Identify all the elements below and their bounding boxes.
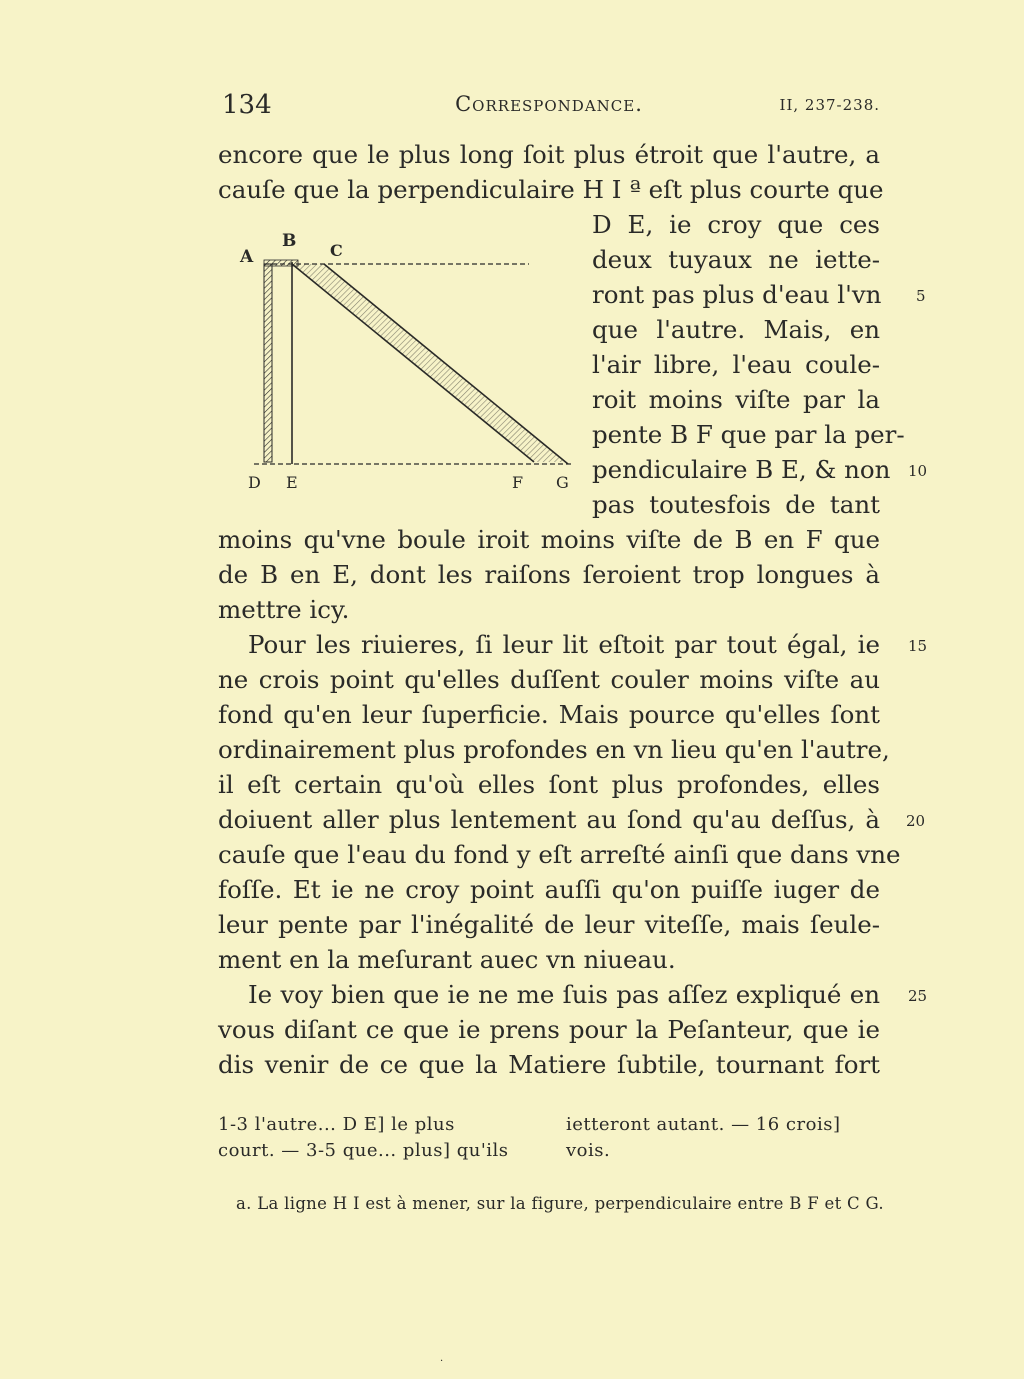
label-e: E [286,473,298,492]
text-line: vous diſant ce que ie prens pour la Peſanteur, que ie [218,1015,880,1044]
line-number: 10 [908,462,928,480]
running-header [218,90,880,126]
text-line: pente B F que par la per- [592,420,905,449]
text-line: ront pas plus d'eau l'vn [592,280,882,309]
line-number: 25 [908,987,928,1005]
label-d: D [248,473,261,492]
variant-note: court. — 3-5 que... plus] qu'ils [218,1140,509,1161]
text-line: D E, ie croy que ces [592,210,880,239]
variant-note: vois. [566,1140,611,1161]
variant-note: ietteront autant. — 16 crois] [566,1114,841,1135]
text-line: deux tuyaux ne iette- [592,245,880,274]
text-line: Ie voy bien que ie ne me ſuis pas aſſez expliqué en [248,980,880,1009]
slope-line-bf [292,264,534,462]
text-line: de B en E, dont les raiſons ſeroient trop longues à [218,560,880,589]
pipe-diagram [234,222,584,494]
label-c: C [330,241,343,260]
text-line: doiuent aller plus lentement au ſond qu'au deſſus, à [218,805,880,834]
line-number: 15 [908,637,928,655]
slope-line-cg [324,264,568,464]
text-line: fond qu'en leur ſuperficie. Mais pource qu'elles ſont [218,700,880,729]
text-line: il eſt certain qu'où elles ſont plus profondes, elles [218,770,880,799]
text-line: Pour les riuieres, ſi leur lit eſtoit par tout égal, ie [248,630,880,659]
text-line: ordinairement plus profondes en vn lieu qu'en l'autre, [218,735,890,764]
slanted-pipe [292,264,566,462]
text-line: leur pente par l'inégalité de leur viteſſe, mais ſeule- [218,910,880,939]
text-line: moins qu'vne boule iroit moins viſte de B en F que [218,525,880,554]
footnote: a. La ligne H I est à mener, sur la figure, perpendiculaire entre B F et C G. [236,1194,884,1213]
text-line: encore que le plus long ſoit plus étroit que l'autre, a [218,140,880,169]
line-number: 20 [906,812,926,830]
stray-mark: · [440,1356,444,1367]
text-line: pendiculaire B E, & non [592,455,891,484]
text-line: cauſe que l'eau du fond y eſt arreſté ainſi que dans vne [218,840,901,869]
text-line: ne crois point qu'elles duſſent couler moins viſte au [218,665,880,694]
text-line: mettre icy. [218,595,350,624]
text-line: pas toutesfois de tant [592,490,880,519]
label-a: A [240,247,254,267]
variant-note: 1-3 l'autre... D E] le plus [218,1114,455,1135]
line-number: 5 [916,287,926,305]
label-g: G [556,473,569,492]
volume-reference: II, 237-238. [779,96,880,114]
text-line: cauſe que la perpendiculaire H I ª eſt plus courte que [218,175,884,204]
text-line: foſſe. Et ie ne croy point auſſi qu'on puiſſe iuger de [218,875,880,904]
text-line: dis venir de ce que la Matiere ſubtile, tournant fort [218,1050,880,1079]
running-title: Correspondance. [455,92,643,116]
text-line: que l'autre. Mais, en [592,315,880,344]
pipe-figure [234,222,584,494]
label-b: B [282,231,297,251]
text-line: roit moins viſte par la [592,385,880,414]
label-f: F [512,473,524,492]
text-line: l'air libre, l'eau coule- [592,350,880,379]
vertical-pipe [264,264,272,462]
page-number: 134 [222,90,272,120]
text-line: ment en la meſurant auec vn niueau. [218,945,676,974]
